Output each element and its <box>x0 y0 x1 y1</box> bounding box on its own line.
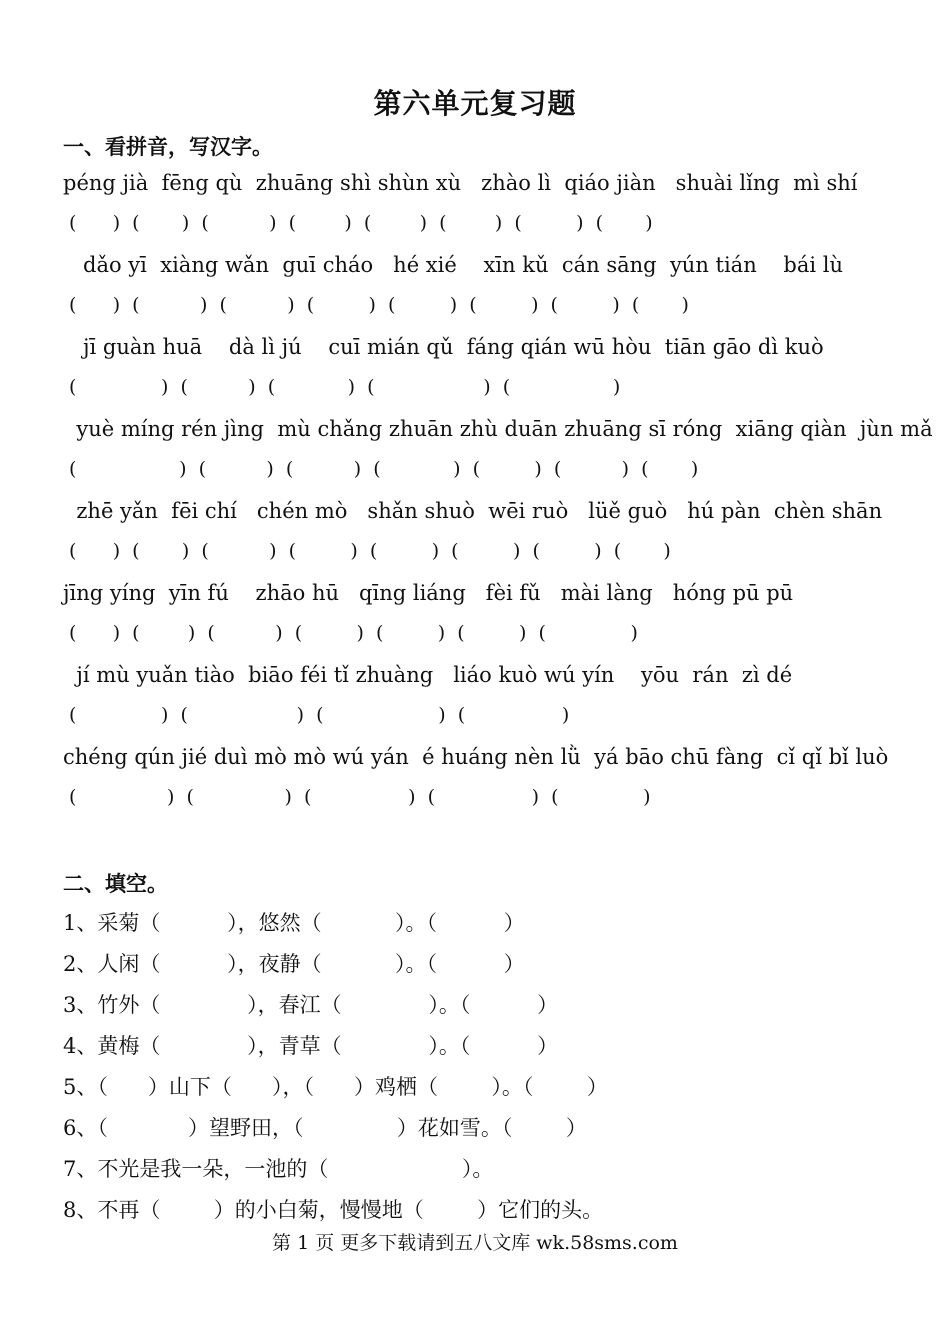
fill-blank-item: 4、黄梅（ ），青草（ ）。（ ） <box>63 1034 559 1058</box>
section-heading-pinyin: 一、看拼音，写汉字。 <box>63 134 273 159</box>
answer-brackets: ( ) ( ) ( ) ( ) ( ) ( ) ( ) ( ) <box>63 294 689 316</box>
fill-blank-item: 7、不光是我一朵，一池的（ ）。 <box>63 1157 494 1181</box>
answer-brackets: ( ) ( ) ( ) ( ) ( ) <box>63 786 651 808</box>
answer-brackets: ( ) ( ) ( ) ( ) ( ) ( ) ( ) <box>63 458 699 480</box>
fill-blank-item: 1、采菊（ ），悠然（ ）。（ ） <box>63 911 525 935</box>
section-heading-fill-blank: 二、填空。 <box>63 871 168 896</box>
answer-brackets: ( ) ( ) ( ) ( ) ( ) <box>63 376 621 398</box>
answer-brackets: ( ) ( ) ( ) ( ) ( ) ( ) ( ) ( ) <box>63 212 653 234</box>
pinyin-line: yuè míng rén jìng mù chǎng zhuān zhù duān zhuāng sī róng xiāng qiàn jùn mǎ <box>63 417 933 441</box>
fill-blank-item: 8、不再（ ）的小白菊，慢慢地（ ）它们的头。 <box>63 1198 604 1222</box>
fill-blank-item: 3、竹外（ ），春江（ ）。（ ） <box>63 993 559 1017</box>
answer-brackets: ( ) ( ) ( ) ( ) ( ) ( ) ( ) ( ) <box>63 540 671 562</box>
pinyin-line: jī guàn huā dà lì jú cuī mián qǔ fáng qián wū hòu tiān gāo dì kuò <box>63 335 824 359</box>
answer-brackets: ( ) ( ) ( ) ( ) ( ) ( ) ( ) <box>63 622 638 644</box>
fill-blank-item: 5、（ ）山下（ ），（ ）鸡栖（ ）。（ ） <box>63 1075 608 1099</box>
pinyin-line: zhē yǎn fēi chí chén mò shǎn shuò wēi ruò lüě guò hú pàn chèn shān <box>63 499 883 523</box>
page-title: 第六单元复习题 <box>373 87 577 120</box>
page-footer: 第 1 页 更多下载请到五八文库 wk.58sms.com <box>272 1232 678 1254</box>
pinyin-line: péng jià fēng qù zhuāng shì shùn xù zhào lì qiáo jiàn shuài lǐng mì shí <box>63 171 858 195</box>
answer-brackets: ( ) ( ) ( ) ( ) <box>63 704 570 726</box>
pinyin-line: chéng qún jié duì mò mò wú yán é huáng nèn lǜ yá bāo chū fàng cǐ qǐ bǐ luò <box>63 745 889 769</box>
fill-blank-item: 6、（ ）望野田，（ ）花如雪。（ ） <box>63 1116 587 1140</box>
pinyin-line: dǎo yī xiàng wǎn guī cháo hé xié xīn kǔ cán sāng yún tián bái lù <box>63 253 844 277</box>
pinyin-line: jí mù yuǎn tiào biāo féi tǐ zhuàng liáo kuò wú yín yōu rán zì dé <box>63 663 793 687</box>
fill-blank-item: 2、人闲（ ），夜静（ ）。（ ） <box>63 952 525 976</box>
pinyin-line: jīng yíng yīn fú zhāo hū qīng liáng fèi fǔ mài làng hóng pū pū <box>63 581 794 605</box>
